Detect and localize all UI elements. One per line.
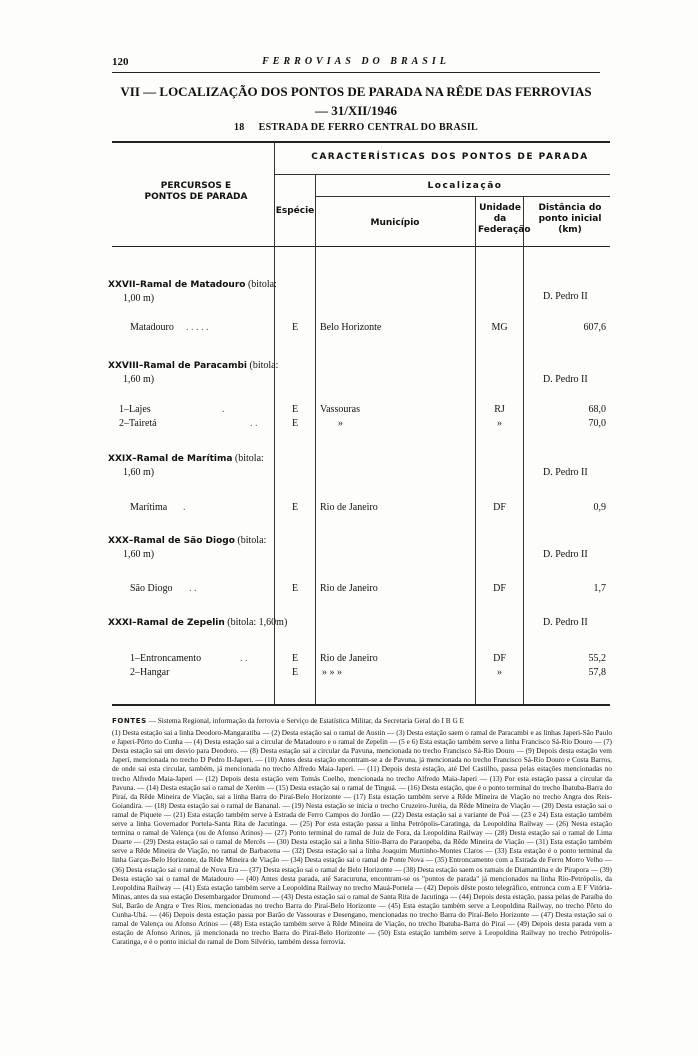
subtitle-text: ESTRADA DE FERRO CENTRAL DO BRASIL	[258, 122, 479, 133]
ponto-name: 2–Tairetá	[119, 418, 157, 429]
column-divider-municipio	[475, 196, 476, 704]
uf-value: MG	[491, 322, 508, 333]
header-percursos: PERCURSOS E PONTOS DE PARADA	[144, 181, 248, 202]
group-origin: D. Pedro II	[543, 467, 588, 478]
title-line-2: — 31/XII/1946	[315, 103, 397, 118]
group-name: XXXI–Ramal de Zepelin	[108, 618, 225, 628]
distance-value: 1,7	[593, 583, 606, 594]
distance-value: 607,6	[583, 322, 606, 333]
group-gauge: 1,00 m)	[123, 293, 155, 304]
page-number: 120	[112, 56, 129, 68]
dot-leader: .	[183, 502, 186, 513]
municipio-value: Vassouras	[320, 404, 360, 415]
ponto-name: Matadouro	[130, 322, 174, 333]
caracteristicas-underline	[274, 174, 610, 175]
header-municipio: Município	[370, 218, 420, 228]
document-title	[112, 82, 600, 120]
header-rule	[112, 72, 600, 73]
uf-value: DF	[493, 502, 506, 513]
footnote-list: (1) Desta estação sai a linha Deodoro-Mangaratiba — (2) Desta estação sai o ramal de Austin — (3) Desta estação saem o ramal de Paracambi e as linhas Japeri-São Paulo e Japeri-Pôrto do Cunha — (4) Desta estação sai a circular de Matadouro e o ramal de Zepelin — (5 e 6) Esta estação também serve a linha Francisco Sá-Rio Douro — (7) Desta estação sai um desvio para Deodoro. — (8) Desta estação sai a circular da Pavuna, mencionada no trecho Francisco Sá-Rio Douro — (9) Depois desta estação vem Japeri, mencionada no trecho D Pedro II-Japeri. — (10) Antes desta estação encontram-se a de Pavuna, já mencionada no trecho Francisco Sá-Rio Douro e Costa Barros, de onde sai esta circular, também, já mencionada no trecho Alfredo Maia-Japeri. — (11) Depois desta estação, até Del Castilho, passa pelas estações mencionadas no trecho Alfredo Maia-Japeri — (12) Depois desta estação vem Tomás Coelho, mencionada no trecho Alfredo Maia-Japeri — (13) Por esta estação passa a circular da Pavuna. — (14) Desta estação sai o ramal de Xerém — (15) Desta estação sai o ramal de Tinguá. — (16) Desta estação, que é o ponto terminal do trecho Ibatuba-Barra do Piraí, da Rêde Mineira de Viação, sai a linha Barra do Piraí-Belo Horizonte — (17) Esta estação também serve a Rêde Mineira de Viação no trecho Angra dos Reis-Goiandira. — (18) Desta estação sai o ramal de Bananal. — (19) Nesta estação se inicia o trecho Cruzeiro-Juréia, da Rêde Mineira de Viação — (20) Desta estação sai o ramal de Piquete — (21) Esta estação também serve à Estrada de Ferro Campos do Jordão — (22) Desta estação sai a variante de Poá — (23 e 24) Esta estação também serve a linha Governador Portela-Santa Rita de Jacutinga. — (25) Por esta estação passa a linha Petrópolis-Caratinga, da Leopoldina Railway — (26) Nesta estação termina o ramal de Valença (ou de Afonso Arinos) — (27) Ponto terminal do ramal de Juiz de Fora, da Leopoldina Railway — (28) Desta estação sai o ramal de Lima Duarte — (29) Desta estação sai o ramal de Mercês — (30) Desta estação sai a linha Sítio-Barra do Paraopeba, da Rêde Mineira de Viação — (31) Esta estação também serve a Rêde Mineira de Viação, no ramal de Barbacena — (32) Desta estação sai a linha Joaquim Murtinho-Montes Claros — (33) Esta estação é o ponto terminal da linha Garças-Belo Horizonte, da Rêde Mineira de Viação — (34) Desta estação sai o ramal de Ponte Nova — (35) Entroncamento com a Estrada de Ferro Morro Velho — (36) Desta estação sai o ramal de Nova Era — (37) Desta estação sai o ramal de Belo Horizonte — (38) Desta estação saem os ramais de Diamantina e de Pirapora — (39) Desta estação sai o ramal de Matadouro — (40) Antes desta parada, até Saracuruna, encontram-se os "pontos de parada" já mencionados na linha Rio-Petrópolis, da Leopoldina Railway — (41) Esta estação também serve a Leopoldina Railway no trecho Mauá-Portela — (42) Depois dêste posto telegráfico, entronca com a E F Vitória-Minas, antes da sua estação Desembargador Drumond — (43) Desta estação sai o ramal de Santa Rita de Jacutinga — (44) Depois desta estação, passa pelas de Paraíba do Sul, Barão de Angra e Tres Rios, mencionadas no trecho Barra do Piraí-Belo Horizonte — (45) Esta estação também serve a Leopoldina Railway, no trecho Pôrto do Cunha-Ubá. — (46) Depois desta estação passa por Barão de Vassouras e Desengano, mencionadas no trecho Barra do Piraí-Belo Horizonte — (47) Desta estação sai o ramal de Valença ou Afonso Arinos — (48) Esta estação também serve à Rêde Mineira de Viação, no trecho Ibatuba-Barra do Piraí — (49) Depois desta parada vem a estação de Afonso Arinos, já mencionada no trecho Barra do Piraí-Belo Horizonte — (50) Esta estação também serve à Leopoldina Railway no trecho Petrópolis-Caratinga, e é o ponto inicial do ramal de Dom Silvério, também dessa ferrovia.	[112, 728, 612, 947]
distance-value: 70,0	[588, 418, 606, 429]
group-gauge-label: (bitola:	[234, 453, 264, 464]
sources-line	[112, 716, 612, 726]
column-divider-especie	[315, 174, 316, 704]
group-name: XXVIII–Ramal de Paracambi	[108, 361, 247, 371]
table-bottom-rule	[112, 704, 610, 706]
group-gauge-label: (bitola:	[247, 279, 277, 290]
uf-value: DF	[493, 583, 506, 594]
distance-value: 68,0	[588, 404, 606, 415]
dot-leader: . .	[240, 653, 248, 664]
ponto-name: São Diogo	[130, 583, 173, 594]
localizacao-underline	[315, 196, 610, 197]
municipio-value: Rio de Janeiro	[320, 653, 378, 664]
group-title	[108, 452, 264, 466]
group-title	[108, 616, 287, 630]
table-top-rule	[112, 141, 610, 143]
especie-value: E	[291, 404, 299, 415]
uf-value: »	[497, 667, 502, 678]
especie-value: E	[291, 418, 299, 429]
ponto-name: 1–Lajes	[119, 404, 151, 415]
ponto-name: 2–Hangar	[130, 667, 170, 678]
group-gauge-label: (bitola:	[237, 535, 267, 546]
especie-value: E	[291, 653, 299, 664]
especie-value: E	[291, 667, 299, 678]
header-distancia: Distância do ponto inicial (km)	[538, 203, 602, 235]
header-localizacao: Localização	[427, 181, 503, 191]
especie-value: E	[291, 322, 299, 333]
group-title	[108, 278, 277, 292]
sources-label: FONTES	[112, 717, 147, 725]
municipio-value: Rio de Janeiro	[320, 502, 378, 513]
especie-value: E	[291, 583, 299, 594]
title-line-1: VII — LOCALIZAÇÃO DOS PONTOS DE PARADA NA RÊDE DAS FERROVIAS	[120, 84, 592, 99]
dot-leader: . .	[189, 583, 197, 594]
group-name: XXX–Ramal de São Diogo	[108, 536, 235, 546]
sources-text: — Sistema Regional, informação da ferrovia e Serviço de Estatística Militar, da Secretaria Geral do I B G E	[148, 716, 465, 725]
municipio-value: Rio de Janeiro	[320, 583, 378, 594]
municipio-value: » » »	[322, 667, 342, 678]
header-especie: Espécie	[275, 206, 315, 216]
subtitle-number: 18	[233, 122, 245, 133]
dot-leader: . . . . .	[186, 322, 209, 333]
group-origin: D. Pedro II	[543, 291, 588, 302]
ponto-name: 1–Entroncamento	[130, 653, 202, 664]
group-name: XXIX–Ramal de Marítima	[108, 454, 233, 464]
municipio-value: Belo Horizonte	[320, 322, 382, 333]
group-origin: D. Pedro II	[543, 374, 588, 385]
uf-value: DF	[493, 653, 506, 664]
group-name: XXVII–Ramal de Matadouro	[108, 280, 246, 290]
page-header	[112, 56, 600, 72]
column-divider-unidade	[523, 196, 524, 704]
header-caracteristicas: CARACTERÍSTICAS DOS PONTOS DE PARADA	[311, 152, 589, 162]
group-origin: D. Pedro II	[543, 549, 588, 560]
group-gauge: 1,60 m)	[123, 467, 155, 478]
municipio-value: »	[338, 418, 343, 429]
uf-value: »	[497, 418, 502, 429]
group-title	[108, 534, 266, 548]
document-subtitle	[112, 122, 600, 133]
dot-leader: . .	[250, 418, 258, 429]
distance-value: 55,2	[588, 653, 606, 664]
distance-value: 0,9	[593, 502, 606, 513]
running-title: FERROVIAS DO BRASIL	[262, 56, 450, 67]
group-gauge-label: (bitola: 1,60m)	[227, 617, 288, 628]
uf-value: RJ	[494, 404, 505, 415]
dot-leader: .	[222, 404, 225, 415]
header-unidade: Unidade da Federação	[478, 203, 531, 235]
table-header-bottom-rule	[112, 246, 610, 247]
ponto-name: Marítima	[130, 502, 168, 513]
distance-value: 57,8	[588, 667, 606, 678]
group-gauge: 1,60 m)	[123, 549, 155, 560]
group-gauge-label: (bitola:	[249, 360, 279, 371]
group-title	[108, 359, 278, 373]
sources-footnotes	[112, 716, 612, 946]
group-origin: D. Pedro II	[543, 617, 588, 628]
especie-value: E	[291, 502, 299, 513]
group-gauge: 1,60 m)	[123, 374, 155, 385]
